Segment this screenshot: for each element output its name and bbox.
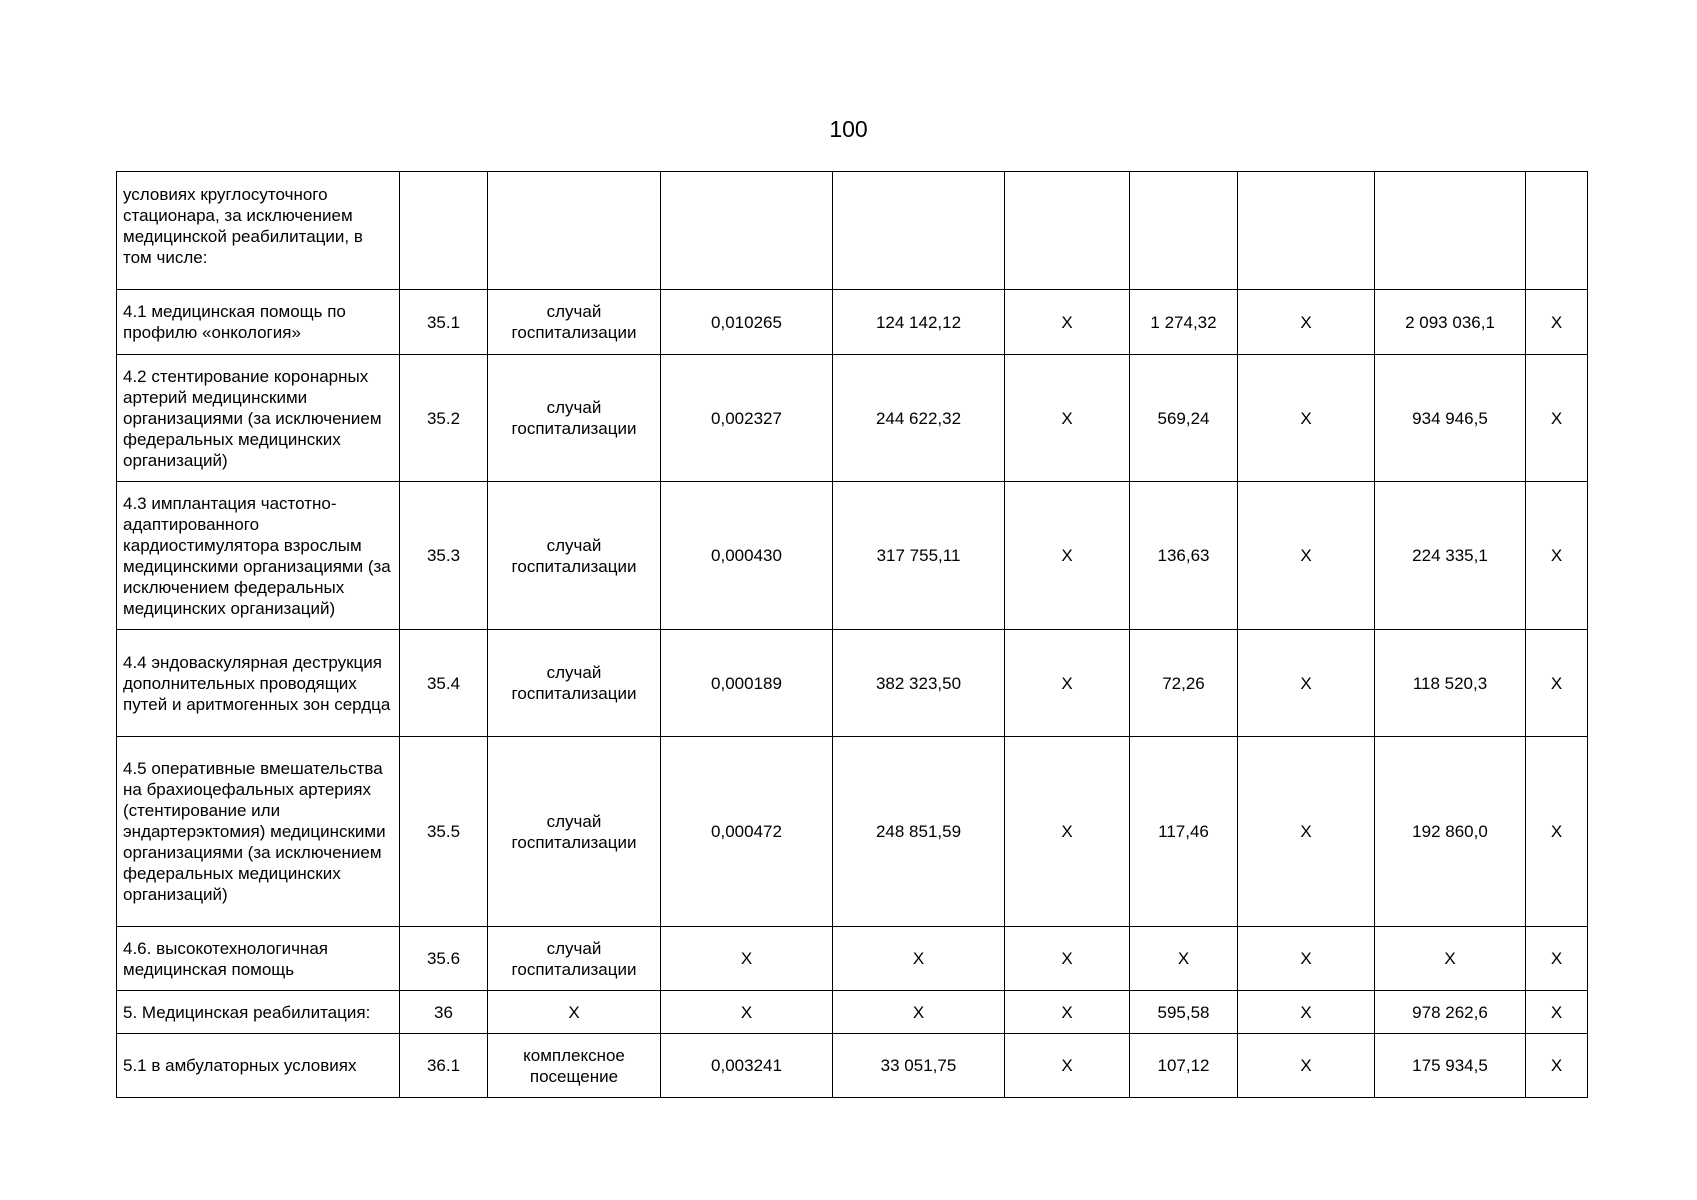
row-value-cell: Х	[1005, 927, 1130, 991]
row-value-cell: 317 755,11	[833, 482, 1005, 630]
row-name-cell: 4.2 стентирование коронарных артерий медицинскими организациями (за исключением федеральных медицинских организаций)	[117, 355, 400, 482]
row-value-cell: 0,003241	[661, 1034, 833, 1098]
table-row	[117, 991, 1588, 1034]
row-code-cell: 35.6	[400, 927, 488, 991]
row-value-cell: Х	[1005, 290, 1130, 355]
row-code-cell: 35.5	[400, 737, 488, 927]
row-value-cell: Х	[1238, 482, 1375, 630]
row-value-cell: 118 520,3	[1375, 630, 1526, 737]
row-value-cell: 248 851,59	[833, 737, 1005, 927]
row-value-cell: 978 262,6	[1375, 991, 1526, 1034]
row-code-cell: 35.1	[400, 290, 488, 355]
row-code-cell: 35.4	[400, 630, 488, 737]
row-value-cell: 175 934,5	[1375, 1034, 1526, 1098]
row-name-cell: 5.1 в амбулаторных условиях	[117, 1034, 400, 1098]
row-value-cell: Х	[1238, 927, 1375, 991]
row-value-cell: Х	[1526, 290, 1588, 355]
row-value-cell: Х	[1238, 737, 1375, 927]
row-value-cell: 382 323,50	[833, 630, 1005, 737]
row-value-cell	[1005, 172, 1130, 290]
row-code-cell: 36.1	[400, 1034, 488, 1098]
row-value-cell: 124 142,12	[833, 290, 1005, 355]
row-value-cell: 136,63	[1130, 482, 1238, 630]
row-value-cell	[1130, 172, 1238, 290]
row-code-cell: 35.2	[400, 355, 488, 482]
table-row	[117, 355, 1588, 482]
row-value-cell: Х	[661, 991, 833, 1034]
row-unit-cell: комплексное посещение	[488, 1034, 661, 1098]
row-value-cell	[833, 172, 1005, 290]
row-value-cell: Х	[1526, 737, 1588, 927]
row-value-cell: Х	[1526, 1034, 1588, 1098]
table-row	[117, 172, 1588, 290]
row-unit-cell: случай госпитализации	[488, 927, 661, 991]
table-row	[117, 737, 1588, 927]
row-name-cell: 4.3 имплантация частотно-адаптированного кардиостимулятора взрослым медицинскими организациями (за исключением федеральных медицинских организаций)	[117, 482, 400, 630]
row-value-cell: 117,46	[1130, 737, 1238, 927]
row-value-cell: Х	[1238, 355, 1375, 482]
row-name-cell: условиях круглосуточного стационара, за исключением медицинской реабилитации, в том числе:	[117, 172, 400, 290]
row-value-cell: 224 335,1	[1375, 482, 1526, 630]
row-code-cell: 35.3	[400, 482, 488, 630]
row-value-cell: 569,24	[1130, 355, 1238, 482]
row-value-cell	[1375, 172, 1526, 290]
row-value-cell: 107,12	[1130, 1034, 1238, 1098]
row-name-cell: 5. Медицинская реабилитация:	[117, 991, 400, 1034]
row-value-cell	[1526, 172, 1588, 290]
row-name-cell: 4.6. высокотехнологичная медицинская помощь	[117, 927, 400, 991]
row-value-cell: Х	[1005, 991, 1130, 1034]
row-value-cell: Х	[1005, 482, 1130, 630]
row-code-cell: 36	[400, 991, 488, 1034]
table-row	[117, 482, 1588, 630]
row-value-cell: Х	[1005, 1034, 1130, 1098]
row-value-cell: 0,002327	[661, 355, 833, 482]
row-unit-cell: случай госпитализации	[488, 482, 661, 630]
page-number: 100	[829, 116, 868, 142]
row-code-cell	[400, 172, 488, 290]
row-value-cell: Х	[1238, 630, 1375, 737]
row-value-cell: 2 093 036,1	[1375, 290, 1526, 355]
row-value-cell: 33 051,75	[833, 1034, 1005, 1098]
row-value-cell: Х	[833, 991, 1005, 1034]
row-value-cell: Х	[833, 927, 1005, 991]
row-name-cell: 4.1 медицинская помощь по профилю «онкология»	[117, 290, 400, 355]
financing-table	[116, 171, 1588, 1098]
row-value-cell: 0,000430	[661, 482, 833, 630]
table-row	[117, 1034, 1588, 1098]
row-value-cell: Х	[1526, 482, 1588, 630]
row-name-cell: 4.4 эндоваскулярная деструкция дополнительных проводящих путей и аритмогенных зон сердца	[117, 630, 400, 737]
row-value-cell: Х	[1526, 355, 1588, 482]
row-value-cell: Х	[1005, 630, 1130, 737]
row-value-cell: Х	[1238, 290, 1375, 355]
row-unit-cell: случай госпитализации	[488, 290, 661, 355]
row-value-cell: 934 946,5	[1375, 355, 1526, 482]
row-name-cell: 4.5 оперативные вмешательства на брахиоцефальных артериях (стентирование или эндартерэктомия) медицинскими организациями (за исключением федеральных медицинских организаций)	[117, 737, 400, 927]
row-unit-cell: Х	[488, 991, 661, 1034]
row-unit-cell: случай госпитализации	[488, 630, 661, 737]
row-value-cell: 595,58	[1130, 991, 1238, 1034]
row-value-cell: Х	[1375, 927, 1526, 991]
row-value-cell: 192 860,0	[1375, 737, 1526, 927]
row-value-cell: 72,26	[1130, 630, 1238, 737]
table-row	[117, 630, 1588, 737]
row-value-cell	[1238, 172, 1375, 290]
row-value-cell: Х	[1005, 737, 1130, 927]
row-value-cell: 0,010265	[661, 290, 833, 355]
row-value-cell: Х	[1238, 1034, 1375, 1098]
row-value-cell: 1 274,32	[1130, 290, 1238, 355]
table-row	[117, 290, 1588, 355]
row-value-cell: 0,000189	[661, 630, 833, 737]
table-row	[117, 927, 1588, 991]
row-value-cell: Х	[1005, 355, 1130, 482]
row-value-cell: 244 622,32	[833, 355, 1005, 482]
row-value-cell: Х	[1238, 991, 1375, 1034]
row-value-cell: Х	[1526, 991, 1588, 1034]
row-value-cell: Х	[661, 927, 833, 991]
row-value-cell: 0,000472	[661, 737, 833, 927]
row-value-cell: Х	[1130, 927, 1238, 991]
row-unit-cell: случай госпитализации	[488, 355, 661, 482]
row-unit-cell: случай госпитализации	[488, 737, 661, 927]
row-value-cell	[661, 172, 833, 290]
row-value-cell: Х	[1526, 927, 1588, 991]
row-unit-cell	[488, 172, 661, 290]
row-value-cell: Х	[1526, 630, 1588, 737]
